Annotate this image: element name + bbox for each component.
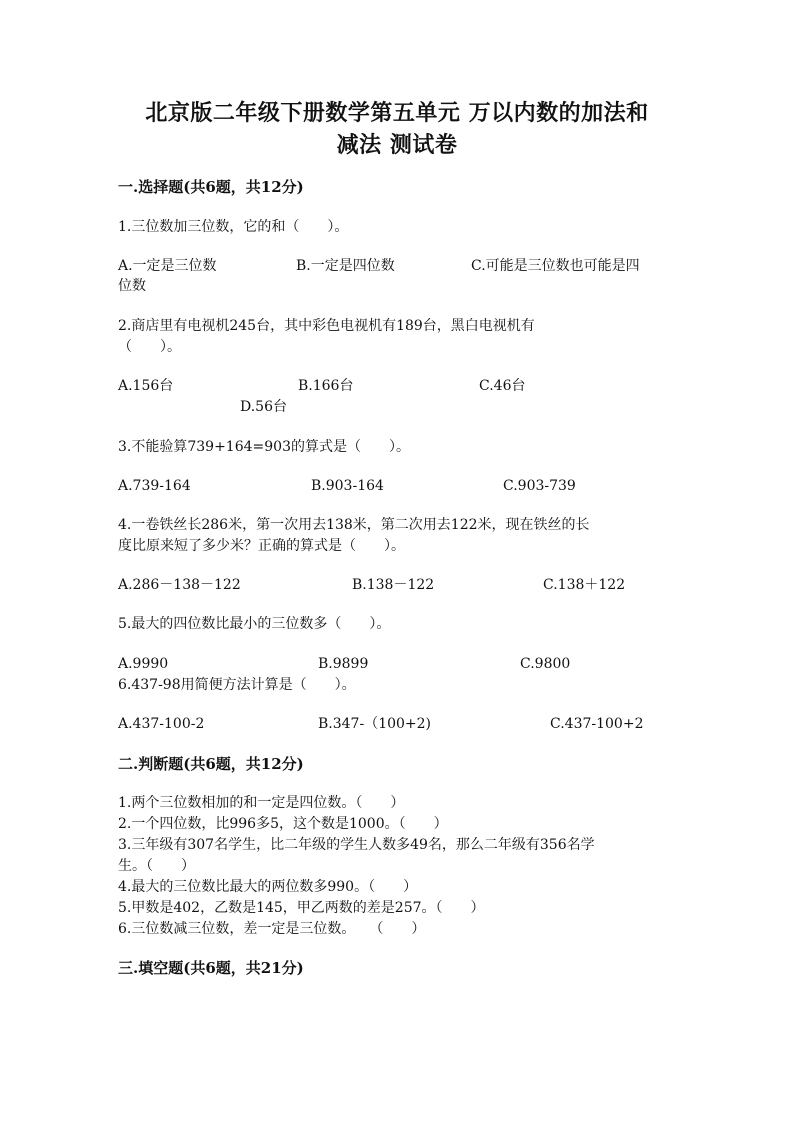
question-3-stem: 3.不能验算739+164=903的算式是（ ）。 bbox=[118, 439, 410, 455]
judgment-item-4: 4.最大的三位数比最大的两位数多990。（ ） bbox=[118, 879, 418, 895]
page-title-line1: 北京版二年级下册数学第五单元 万以内数的加法和 bbox=[145, 100, 649, 126]
question-5-stem: 5.最大的四位数比最小的三位数多（ ）。 bbox=[118, 616, 391, 632]
question-2-stem-cont: （ ）。 bbox=[118, 339, 181, 355]
question-1-option-b: B.一定是四位数 bbox=[296, 258, 395, 274]
judgment-item-1: 1.两个三位数相加的和一定是四位数。（ ） bbox=[118, 795, 405, 811]
question-1-option-c: C.可能是三位数也可能是四 bbox=[471, 258, 640, 274]
question-5-option-c: C.9800 bbox=[520, 656, 571, 672]
question-5-option-b: B.9899 bbox=[318, 656, 369, 672]
question-1-option-c-cont: 位数 bbox=[118, 278, 146, 294]
section-heading-fill-blank: 三.填空题(共6题，共21分) bbox=[118, 959, 304, 977]
judgment-item-6: 6.三位数减三位数，差一定是三位数。 （ ） bbox=[118, 921, 426, 937]
question-6-option-c: C.437-100+2 bbox=[550, 716, 644, 732]
question-2-option-b: B.166台 bbox=[298, 378, 354, 394]
question-4-stem-cont: 度比原来短了多少米？正确的算式是（ ）。 bbox=[118, 538, 405, 554]
question-6-stem: 6.437-98用简便方法计算是（ ）。 bbox=[118, 677, 356, 693]
question-3-option-b: B.903-164 bbox=[311, 478, 384, 494]
question-4-option-a: A.286－138－122 bbox=[118, 577, 241, 593]
judgment-item-3: 3.三年级有307名学生，比二年级的学生人数多49名，那么二年级有356名学 bbox=[118, 837, 595, 853]
question-1-stem: 1.三位数加三位数，它的和（ ）。 bbox=[118, 219, 349, 235]
judgment-item-3-cont: 生。（ ） bbox=[118, 858, 195, 874]
question-6-option-a: A.437-100-2 bbox=[118, 716, 205, 732]
question-4-option-c: C.138＋122 bbox=[543, 577, 626, 593]
section-heading-judgment: 二.判断题(共6题，共12分) bbox=[118, 755, 304, 773]
judgment-item-5: 5.甲数是402，乙数是145，甲乙两数的差是257。（ ） bbox=[118, 900, 485, 916]
question-2-option-d: D.56台 bbox=[240, 399, 287, 415]
question-5-option-a: A.9990 bbox=[118, 656, 169, 672]
question-3-option-c: C.903-739 bbox=[503, 478, 576, 494]
question-2-option-a: A.156台 bbox=[118, 378, 174, 394]
question-4-stem: 4.一卷铁丝长286米，第一次用去138米，第二次用去122米，现在铁丝的长 bbox=[118, 517, 590, 533]
section-heading-choice: 一.选择题(共6题，共12分) bbox=[118, 178, 304, 196]
question-6-option-b: B.347-（100+2) bbox=[318, 716, 432, 732]
question-3-option-a: A.739-164 bbox=[118, 478, 191, 494]
question-1-option-a: A.一定是三位数 bbox=[118, 258, 217, 274]
question-4-option-b: B.138－122 bbox=[352, 577, 435, 593]
question-2-stem: 2.商店里有电视机245台，其中彩色电视机有189台，黑白电视机有 bbox=[118, 318, 535, 334]
page-title-line2: 减法 测试卷 bbox=[336, 132, 458, 158]
judgment-item-2: 2.一个四位数，比996多5，这个数是1000。（ ） bbox=[118, 816, 448, 832]
question-2-option-c: C.46台 bbox=[479, 378, 526, 394]
